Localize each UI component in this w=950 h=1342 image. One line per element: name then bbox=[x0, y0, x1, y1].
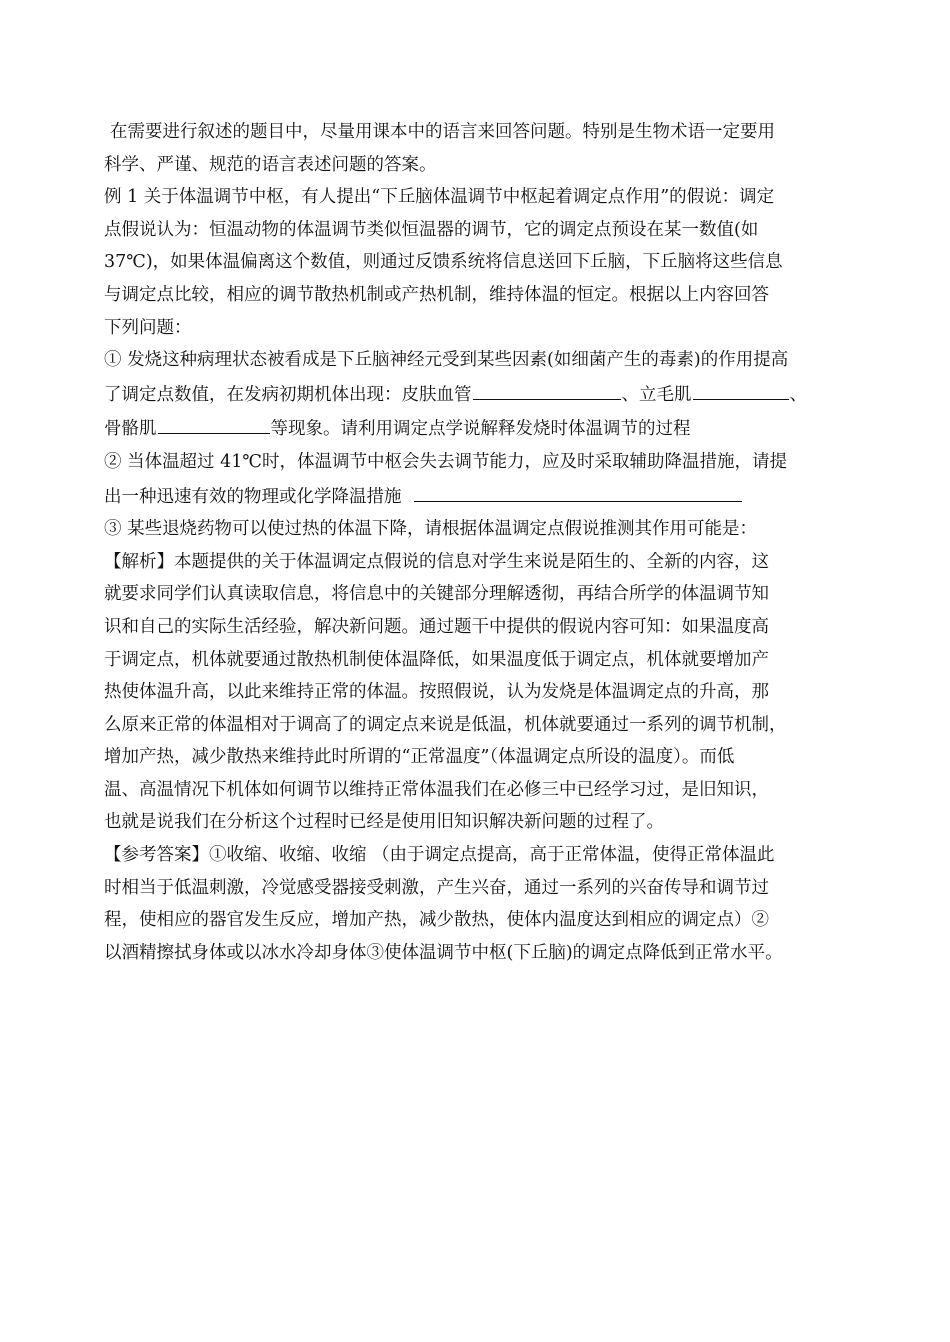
example-line: 例 1 关于体温调节中枢，有人提出“下丘脑体温调节中枢起着调定点作用”的假说：调定 bbox=[104, 187, 775, 208]
question-1-text: 等现象。请利用调定点学说解释发烧时体温调节的过程 bbox=[270, 419, 691, 440]
example-paragraph bbox=[104, 181, 856, 344]
document-page bbox=[104, 116, 856, 969]
question-2-line: ② 当体温超过 41℃时，体温调节中枢会失去调节能力，应及时采取辅助降温措施，请提 bbox=[104, 451, 787, 472]
question-1-line bbox=[104, 411, 856, 446]
intro-line: 在需要进行叙述的题目中，尽量用课本中的语言来回答问题。特别是生物术语一定要用 bbox=[110, 122, 775, 142]
example-line: 点假说认为：恒温动物的体温调节类似恒温器的调节，它的调定点预设在某一数值(如 bbox=[104, 219, 759, 240]
example-line: 37℃)，如果体温偏离这个数值，则通过反馈系统将信息送回下丘脑，下丘脑将这些信息 bbox=[104, 252, 783, 273]
intro-line: 科学、严谨、规范的语言表述问题的答案。 bbox=[104, 154, 437, 175]
analysis-line: 温、高温情况下机体如何调节以维持正常体温我们在必修三中已经学习过，是旧知识， bbox=[104, 779, 769, 800]
example-line: 与调定点比较，相应的调节散热机制或产热机制，维持体温的恒定。根据以上内容回答 bbox=[104, 284, 769, 305]
answer-blank-skeletal-muscle[interactable] bbox=[158, 411, 270, 434]
question-2-text: 出一种迅速有效的物理或化学降温措施 bbox=[104, 486, 402, 507]
question-1-text: 骨骼肌 bbox=[104, 419, 157, 440]
question-2 bbox=[104, 446, 856, 513]
analysis-line: 于调定点，机体就要通过散热机制使体温降低，如果温度低于调定点，机体就要增加产 bbox=[104, 649, 769, 670]
question-1-text: 了调定点数值，在发病初期机体出现：皮肤血管 bbox=[104, 384, 472, 405]
analysis-line: 就要求同学们认真读取信息，将信息中的关键部分理解透彻，再结合所学的体温调节知 bbox=[104, 584, 769, 605]
intro-paragraph bbox=[104, 116, 856, 181]
analysis-line: 【解析】本题提供的关于体温调定点假说的信息对学生来说是陌生的、全新的内容，这 bbox=[104, 551, 769, 572]
answer-line: 时相当于低温刺激，冷觉感受器接受刺激，产生兴奋，通过一系列的兴奋传导和调节过 bbox=[104, 877, 769, 898]
answer-blank-skin-vessels[interactable] bbox=[473, 377, 621, 400]
analysis-paragraph bbox=[104, 546, 856, 839]
question-1 bbox=[104, 344, 856, 446]
question-1-text: 、立毛肌 bbox=[621, 384, 692, 405]
answer-line: 程，使相应的器官发生反应，增加产热，减少散热，使体内温度达到相应的调定点）② bbox=[104, 910, 769, 931]
question-1-text: 、 bbox=[789, 384, 807, 405]
question-1-line bbox=[104, 377, 856, 412]
example-line: 下列问题： bbox=[104, 317, 192, 338]
analysis-line: 热使体温升高，以此来维持正常的体温。按照假说，认为发烧是体温调定点的升高，那 bbox=[104, 682, 769, 703]
analysis-line: 识和自己的实际生活经验，解决新问题。通过题干中提供的假说内容可知：如果温度高 bbox=[104, 616, 769, 637]
question-3 bbox=[104, 513, 856, 546]
answer-blank-cooling-measure[interactable] bbox=[414, 479, 742, 502]
analysis-line: 么原来正常的体温相对于调高了的调定点来说是低温，机体就要通过一系列的调节机制， bbox=[104, 714, 787, 735]
question-3-line: ③ 某些退烧药物可以使过热的体温下降，请根据体温调定点假说推测其作用可能是： bbox=[104, 519, 758, 540]
answer-line: 以酒精擦拭身体或以冰水冷却身体③使体温调节中枢(下丘脑)的调定点降低到正常水平。 bbox=[104, 942, 783, 963]
analysis-line: 也就是说我们在分析这个过程时已经是使用旧知识解决新问题的过程了。 bbox=[104, 812, 664, 833]
question-1-line: ① 发烧这种病理状态被看成是下丘脑神经元受到某些因素(如细菌产生的毒素)的作用提高 bbox=[104, 350, 789, 371]
answer-blank-arrector-pili[interactable] bbox=[693, 377, 789, 400]
answer-line: 【参考答案】①收缩、收缩、收缩 （由于调定点提高，高于正常体温，使得正常体温此 bbox=[104, 845, 775, 866]
analysis-line: 增加产热，减少散热来维持此时所谓的“正常温度”（体温调定点所设的温度）。而低 bbox=[104, 747, 735, 768]
answer-paragraph bbox=[104, 839, 856, 969]
question-2-line bbox=[104, 479, 856, 514]
